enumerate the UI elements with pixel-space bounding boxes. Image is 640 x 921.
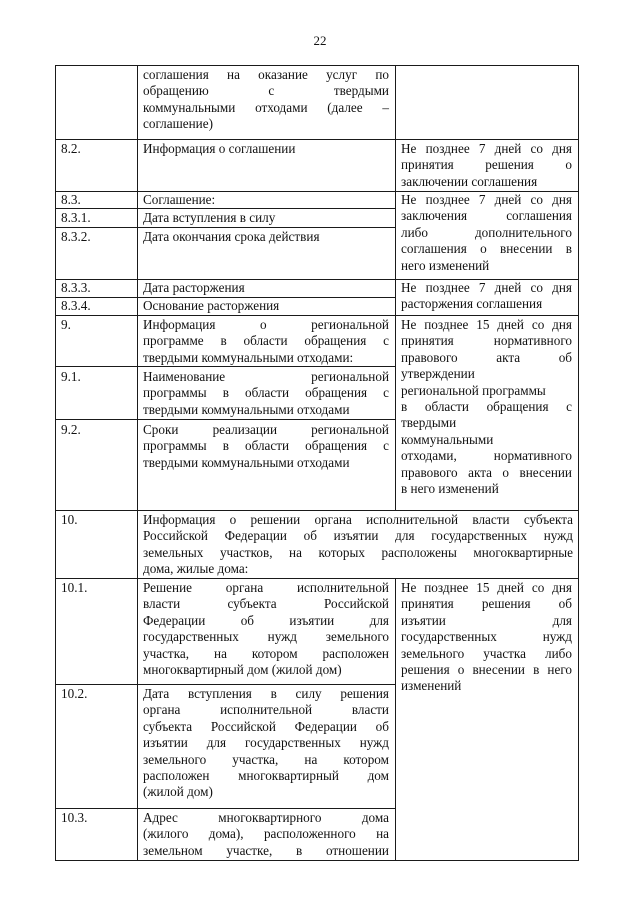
row-rule xyxy=(55,208,396,209)
table-border-bottom xyxy=(55,860,579,861)
deadline-text: Не позднее 15 дней со дня принятия решения об изъятии для государственных нужд земельного участка либо решения о внесении в него изменений xyxy=(401,580,572,694)
deadline-text: Не позднее 7 дней со дня заключения соглашения либо дополнительного соглашения о внесении в него изменений xyxy=(401,192,572,273)
row-number: 9.1. xyxy=(61,369,81,384)
row-rule xyxy=(55,227,396,228)
row-text: Сроки реализации региональной программы в области обращения с твердыми коммунальными отходами xyxy=(143,422,389,470)
row-text: Дата расторжения xyxy=(143,280,245,295)
row-number: 8.3.3. xyxy=(61,280,91,295)
column-divider-2-upper xyxy=(395,65,396,510)
row-number: 8.3.4. xyxy=(61,298,91,313)
row-rule xyxy=(55,510,579,511)
row-text: Дата вступления в силу решения органа исполнительной власти субъекта Российской Федерации об изъятии для государственных нужд земельного участка, на котором расположен многоквартирный дом (жилой дом) xyxy=(143,686,389,800)
row-rule xyxy=(55,139,579,140)
row-rule xyxy=(55,419,396,420)
row-text: Наименование региональной программы в области обращения с твердыми коммунальными отходами xyxy=(143,369,389,417)
row-number: 10. xyxy=(61,512,78,527)
deadline-text: Не позднее 15 дней со дня принятия нормативного правового акта об утверждении региональной программы в области обращения с твердыми коммунальными отходами, нормативного правового акта о внесении в него изменений xyxy=(401,317,572,497)
row-rule xyxy=(55,684,396,685)
row-text-continued: соглашения на оказание услуг по обращению с твердыми коммунальными отходами (далее – соглашение) xyxy=(143,67,389,132)
row-number: 9.2. xyxy=(61,422,81,437)
row-number: 10.2. xyxy=(61,686,88,701)
row-rule xyxy=(55,315,579,316)
row-text: Информация о решении органа исполнительной власти субъекта Российской Федерации об изъятии для государственных нужд земельных участков, на которых расположены многоквартирные дома, жилые дома: xyxy=(143,512,573,577)
row-text: Соглашение: xyxy=(143,192,216,207)
page-number: 22 xyxy=(313,33,327,48)
row-number: 8.2. xyxy=(61,141,81,156)
row-text: Информация о соглашении xyxy=(143,141,296,156)
row-number: 10.3. xyxy=(61,810,88,825)
row-text: Адрес многоквартирного дома (жилого дома), расположенного на земельном участке, в отношении xyxy=(143,810,389,858)
table-border-right xyxy=(578,65,579,861)
row-number: 8.3. xyxy=(61,192,81,207)
row-number: 8.3.1. xyxy=(61,210,91,225)
column-divider-2-lower xyxy=(395,578,396,861)
row-number: 8.3.2. xyxy=(61,229,91,244)
row-text: Решение органа исполнительной власти субъекта Российской Федерации об изъятии для государственных нужд земельного участка, на котором расположен многоквартирный дом (жилой дом) xyxy=(143,580,389,678)
table-border-left xyxy=(55,65,56,861)
row-number: 9. xyxy=(61,317,71,332)
row-text: Дата окончания срока действия xyxy=(143,229,320,244)
row-rule xyxy=(55,578,579,579)
table-border-top xyxy=(55,65,579,66)
row-text: Основание расторжения xyxy=(143,298,280,313)
row-text: Информация о региональной программе в области обращения с твердыми коммунальными отходами: xyxy=(143,317,389,365)
column-divider-1 xyxy=(137,65,138,861)
row-number: 10.1. xyxy=(61,580,88,595)
deadline-text: Не позднее 7 дней со дня принятия решения о заключении соглашения xyxy=(401,141,572,189)
row-text: Дата вступления в силу xyxy=(143,210,276,225)
deadline-text: Не позднее 7 дней со дня расторжения соглашения xyxy=(401,280,572,312)
row-rule xyxy=(55,808,396,809)
